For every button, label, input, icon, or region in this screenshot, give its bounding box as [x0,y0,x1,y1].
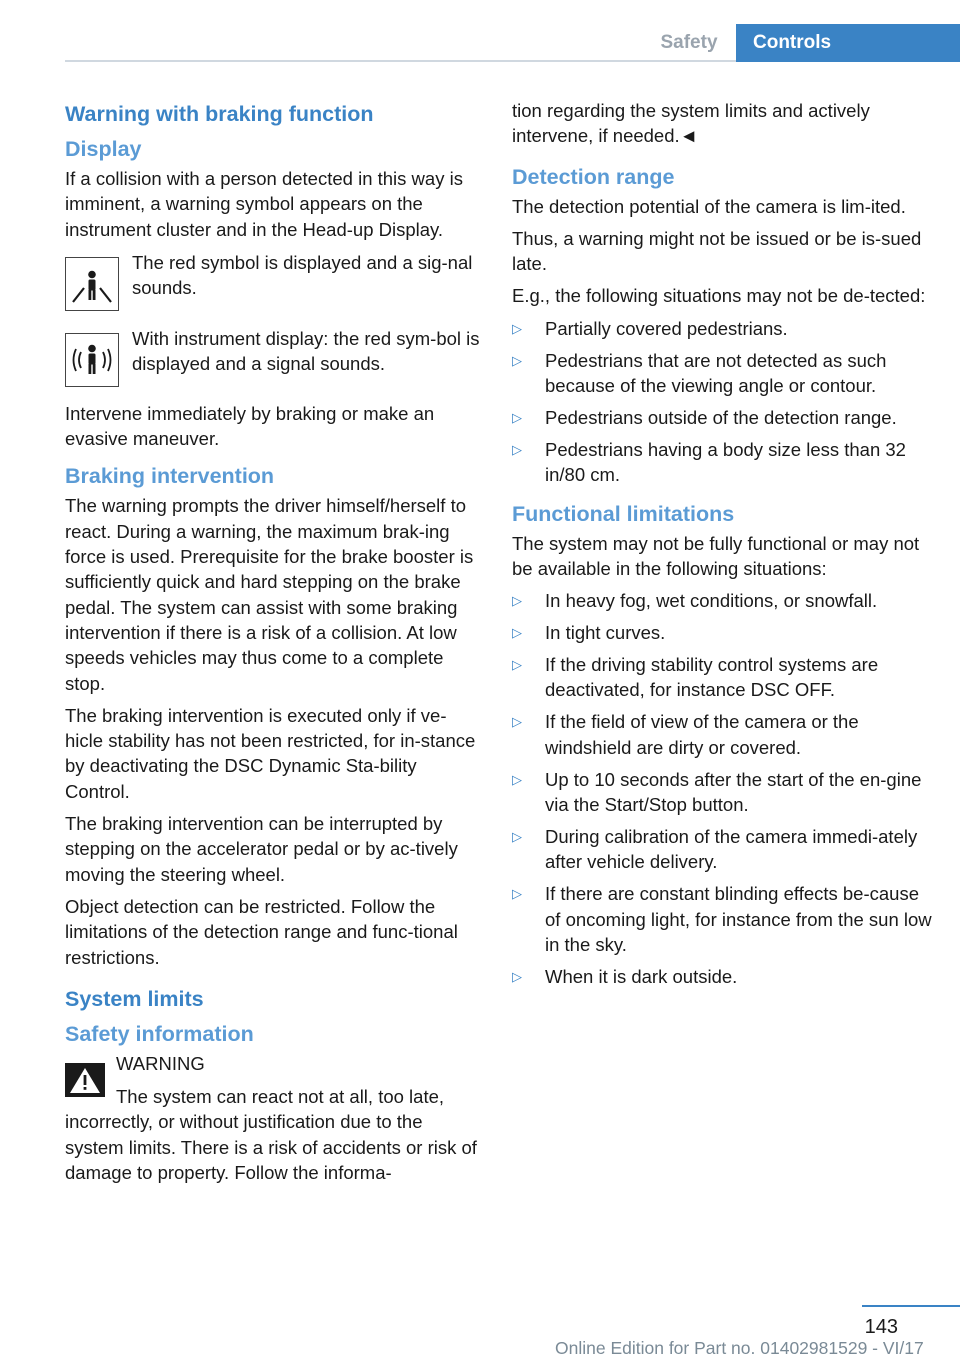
list-item: ▷ Pedestrians outside of the detection range. [512,405,938,430]
paragraph-braking-3: The braking intervention can be interrupted by stepping on the accelerator pedal or by ac‐tively moving the steering wheel. [65,813,458,885]
warning-block [65,1051,483,1185]
tab-safety[interactable]: Safety [660,32,718,53]
warning-text: incorrectly, or without justification due to the system limits. There is a risk of accidents or risk of damage to property. Follow the informa‐ [65,1111,477,1184]
bullet-triangle-icon: ▷ [512,410,522,426]
paragraph-detection-2: Thus, a warning might not be issued or be is‐sued late. [512,227,922,275]
symbol-row-2 [65,325,483,383]
bullet-triangle-icon: ▷ [512,968,522,984]
warning-triangle-icon [65,1063,105,1097]
paragraph-functional: The system may not be fully functional or may not be available in the following situations: [512,532,920,579]
paragraph-braking-1: The warning prompts the driver himself/herself to react. During a warning, the maximum brak‐ing force is used. Prerequisite for the brake booster is sufficiently quick and hard stepping on the brake pedal. The system can assist with some braking intervention if there is a risk of a collision. At low speeds vehicles may thus come to a complete stop. [65,495,474,694]
symbol-2-description: With instrument display: the red sym‐bol is displayed and a signal sounds. [132,327,480,375]
warning-text-first-line: The system can react not at all, too late, [116,1086,445,1108]
list-item: ▷ When it is dark outside. [512,964,938,989]
list-item: ▷ If there are constant blinding effects be‐cause of oncoming light, for instance from the sun low in the sky. [512,883,932,955]
heading-warning-braking: Warning with braking function [65,102,374,126]
list-item: ▷ If the field of view of the camera or the windshield are dirty or covered. [512,711,859,758]
right-column [512,98,938,1002]
paragraph-detection-1: The detection potential of the camera is lim‐ited. [512,195,906,217]
paragraph-braking-4: Object detection can be restricted. Follow the limitations of the detection range and func‐tional restrictions. [65,895,458,968]
bullet-triangle-icon: ▷ [512,886,522,902]
list-item: ▷ Pedestrians having a body size less than 32 in/80 cm. [512,439,906,486]
bullet-triangle-icon: ▷ [512,352,522,368]
list-item: ▷ During calibration of the camera immedi‐ately after vehicle delivery. [512,826,918,873]
bullet-triangle-icon: ▷ [512,829,522,845]
heading-detection-range: Detection range [512,164,675,189]
warning-label: WARNING [116,1052,205,1074]
detection-list [512,316,938,488]
list-item: ▷ If the driving stability control systems are deactivated, for instance DSC OFF. [512,654,879,701]
list-item: ▷ Partially covered pedestrians. [512,316,938,341]
bullet-triangle-icon: ▷ [512,657,522,673]
heading-safety-information: Safety information [65,1021,254,1046]
tab-controls[interactable]: Controls [736,24,960,62]
paragraph-display: If a collision with a person detected in this way is imminent, a warning symbol appears on the instrument cluster and in the Head-up Display. [65,168,463,240]
list-item: ▷ In heavy fog, wet conditions, or snowfall. [512,588,938,613]
bullet-triangle-icon: ▷ [512,593,522,609]
warning-text-continued: tion regarding the system limits and actively intervene, if needed.◄ [512,100,870,147]
list-item: ▷ In tight curves. [512,620,938,645]
bullet-triangle-icon: ▷ [512,771,522,787]
heading-display: Display [65,137,142,161]
symbol-row-1 [65,249,483,307]
page-number: 143 [864,1316,898,1338]
bullet-triangle-icon: ▷ [512,714,522,730]
pedestrian-sound-warning-icon [65,333,119,387]
footer-rule [862,1305,960,1307]
paragraph-braking-2: The braking intervention is executed only if ve‐hicle stability has not been restricted, for in‐stance by deactivating the DSC Dynamic Sta‐bility Control. [65,704,476,802]
list-item: ▷ Pedestrians that are not detected as such because of the viewing angle or contour. [512,349,887,397]
heading-system-limits: System limits [65,986,204,1011]
bullet-triangle-icon: ▷ [512,320,522,336]
left-column [65,98,483,1192]
paragraph-detection-3: E.g., the following situations may not be de‐tected: [512,285,926,307]
bullet-triangle-icon: ▷ [512,625,522,641]
limitation-list [512,588,938,989]
paragraph-intervene: Intervene immediately by braking or make an evasive maneuver. [65,402,435,450]
bullet-triangle-icon: ▷ [512,442,522,458]
pedestrian-road-warning-icon [65,257,119,311]
symbol-1-description: The red symbol is displayed and a sig‐nal sounds. [132,251,473,299]
edition-note[interactable]: Online Edition for Part no. 01402981529 - VI/17 [555,1338,924,1358]
heading-functional-limitations: Functional limitations [512,501,735,526]
heading-braking-intervention: Braking intervention [65,464,275,489]
list-item: ▷ Up to 10 seconds after the start of the en‐gine via the Start/Stop button. [512,768,922,816]
